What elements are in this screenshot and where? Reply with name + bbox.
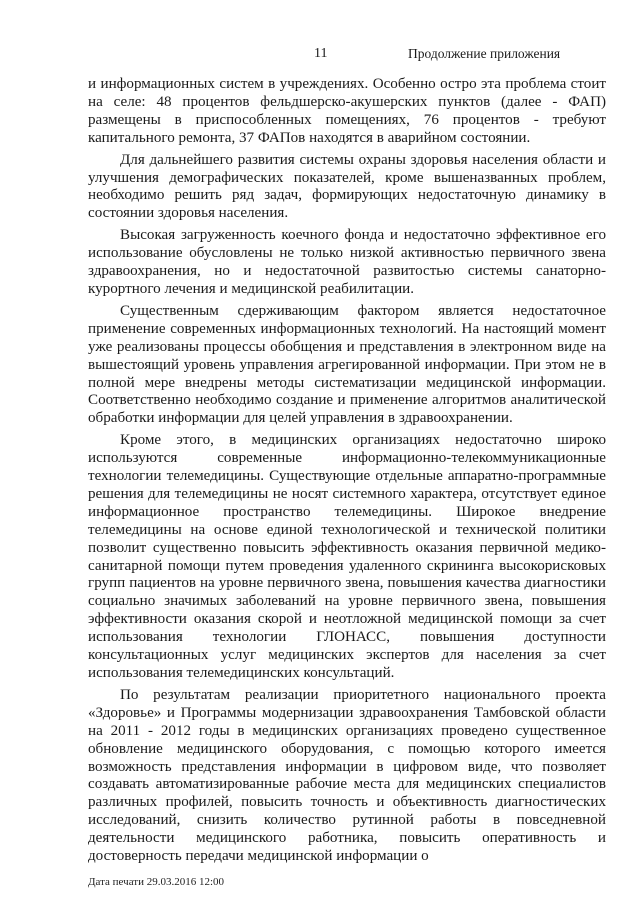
paragraph: Высокая загруженность коечного фонда и недостаточно эффективное его использование обусловлены не только низкой активностью первичного звена здравоохранения, но и недостаточной развитостью системы санаторно-курортного лечения и медицинской реабилитации. <box>88 227 606 297</box>
print-date-footer: Дата печати 29.03.2016 12:00 <box>88 876 225 888</box>
paragraph: Кроме этого, в медицинских организациях недостаточно широко используются современные информационно-телекоммуникационные технологии телемедицины. Существующие отдельные аппаратно-программные решения для телемедицины не носят системного характера, отсутствует единое информационное пространство телемедицины. Широкое внедрение телемедицины на основе единой технологической и технической политики позволит существенно повысить эффективность оказания первичной медико-санитарной помощи путем проведения удаленного скрининга высокорисковых групп пациентов на уровне первичного звена, повышения качества диагностики социально значимых заболеваний на уровне первичного звена, повышения эффективности оказания скорой и неотложной медицинской помощи за счет использования технологии ГЛОНАСС, повышения доступности консультационных услуг медицинских экспертов для населения за счет использования телемедицинских консультаций. <box>88 432 606 681</box>
page-number: 11 <box>314 46 328 61</box>
paragraph: По результатам реализации приоритетного национального проекта «Здоровье» и Программы модернизации здравоохранения Тамбовской области на 2011 - 2012 годы в медицинских организациях проведено существенное обновление медицинского оборудования, с помощью которого имеется возможность представления информации в цифровом виде, что позволяет создавать автоматизированные рабочие места для медицинских специалистов различных профилей, повысить точность и объективность диагностических исследований, снизить количество рутинной работы в повседневной деятельности медицинского работника, повысить оперативность и достоверность передачи медицинской информации о <box>88 686 606 865</box>
appendix-continuation-note: Продолжение приложения <box>408 46 561 61</box>
document-body <box>88 76 606 866</box>
page-header <box>0 46 640 66</box>
paragraph: Существенным сдерживающим фактором является недостаточное применение современных информационных технологий. На настоящий момент уже реализованы процессы обобщения и представления в электронном виде на вышестоящий уровень управления агрегированной информации. При этом не в полной мере внедрены методы систематизации медицинской информации. Соответственно необходимо создание и применение алгоритмов аналитической обработки информации для целей управления в здравоохранении. <box>88 302 606 427</box>
paragraph: Для дальнейшего развития системы охраны здоровья населения области и улучшения демографических показателей, кроме вышеназванных проблем, необходимо решить ряд задач, формирующих недостаточную динамику в состоянии здоровья населения. <box>88 151 606 222</box>
paragraph: и информационных систем в учреждениях. Особенно остро эта проблема стоит на селе: 48 процентов фельдшерско-акушерских пунктов (далее - ФАП) размещены в приспособленных помещениях, 76 процентов - требуют капитального ремонта, 37 ФАПов находятся в аварийном состоянии. <box>88 76 606 146</box>
